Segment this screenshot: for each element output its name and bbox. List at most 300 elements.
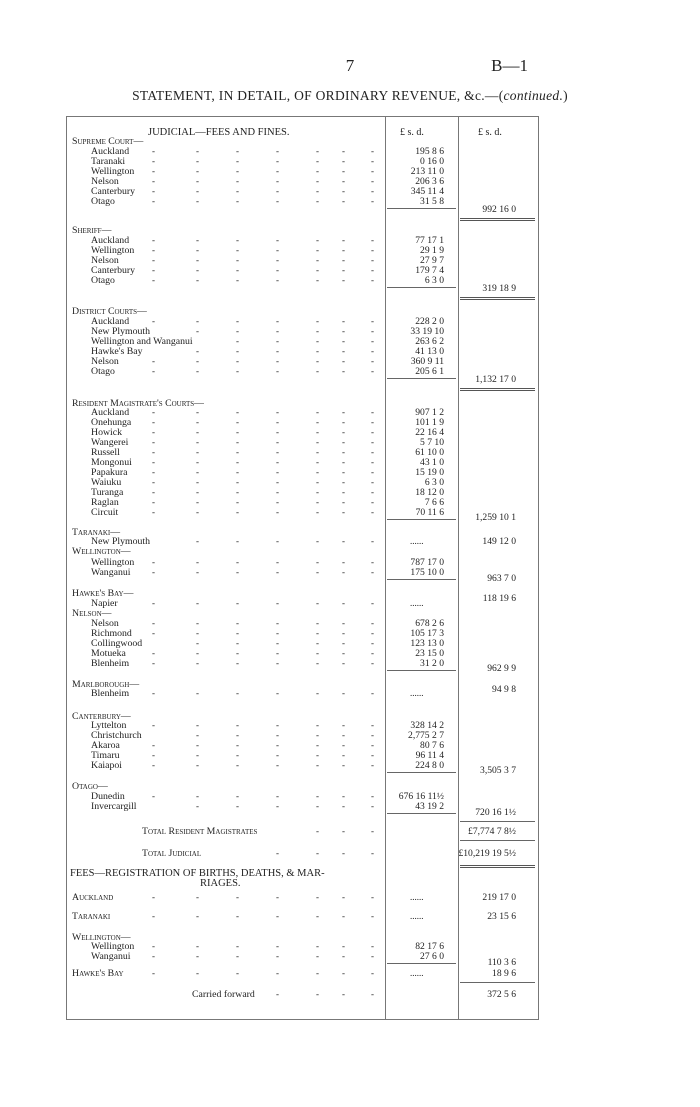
leader-dash: - xyxy=(371,265,374,275)
sub-amount: 61 10 0 xyxy=(415,447,444,458)
sub-amount: 31 2 0 xyxy=(420,658,444,669)
leader-dash: - xyxy=(276,447,279,457)
leader-dash: - xyxy=(276,336,279,346)
leader-dash: - xyxy=(371,658,374,668)
leader-dash: - xyxy=(276,316,279,326)
leader-dash: - xyxy=(316,740,319,750)
leader-dash: - xyxy=(316,730,319,740)
leader-dash: - xyxy=(342,427,345,437)
total-amount: £10,219 19 5½ xyxy=(458,848,516,859)
row-label: Kaiapoi xyxy=(91,760,123,771)
leader-dash: - xyxy=(236,235,239,245)
leader-dash: - xyxy=(236,658,239,668)
leader-dash: - xyxy=(342,750,345,760)
total-double-rule xyxy=(460,865,535,868)
leader-dash: - xyxy=(152,186,155,196)
row-label: Nelson— xyxy=(72,608,112,619)
leader-dash: - xyxy=(236,407,239,417)
sub-amount: 77 17 1 xyxy=(415,235,444,246)
sub-amount: 907 1 2 xyxy=(415,407,444,418)
sub-amount: 43 19 2 xyxy=(415,801,444,812)
leader-dash: - xyxy=(152,176,155,186)
total-amount: 962 9 9 xyxy=(487,663,516,674)
row-label: Canterbury xyxy=(91,265,136,276)
leader-dash: - xyxy=(276,618,279,628)
leader-dash: - xyxy=(342,567,345,577)
row-label: Canterbury— xyxy=(72,711,131,722)
leader-dash: - xyxy=(276,638,279,648)
leader-dash: - xyxy=(152,628,155,638)
leader-dash: - xyxy=(236,336,239,346)
leader-dash: - xyxy=(316,146,319,156)
sub-amount: 345 11 4 xyxy=(410,186,444,197)
leader-dash: - xyxy=(371,951,374,961)
ditto-dots: ...... xyxy=(410,968,424,978)
leader-dash: - xyxy=(152,968,155,978)
row-label: Wellington— xyxy=(72,546,131,557)
leader-dash: - xyxy=(196,791,199,801)
leader-dash: - xyxy=(276,186,279,196)
leader-dash: - xyxy=(371,648,374,658)
row-label: Lyttelton xyxy=(91,720,127,731)
leader-dash: - xyxy=(276,760,279,770)
leader-dash: - xyxy=(196,487,199,497)
row-label: Wellington xyxy=(91,557,135,568)
leader-dash: - xyxy=(276,567,279,577)
leader-dash: - xyxy=(316,427,319,437)
leader-dash: - xyxy=(276,235,279,245)
row-label: Total Judicial xyxy=(142,848,202,859)
row-label: Circuit xyxy=(91,507,119,518)
leader-dash: - xyxy=(236,146,239,156)
leader-dash: - xyxy=(276,941,279,951)
leader-dash: - xyxy=(371,196,374,206)
leader-dash: - xyxy=(371,457,374,467)
leader-dash: - xyxy=(196,265,199,275)
leader-dash: - xyxy=(342,951,345,961)
row-label: Russell xyxy=(91,447,120,458)
leader-dash: - xyxy=(342,730,345,740)
leader-dash: - xyxy=(371,598,374,608)
leader-dash: - xyxy=(276,740,279,750)
row-label: Hawke's Bay xyxy=(91,346,143,357)
leader-dash: - xyxy=(342,176,345,186)
leader-dash: - xyxy=(236,265,239,275)
leader-dash: - xyxy=(276,648,279,658)
sub-amount: 33 19 10 xyxy=(410,326,444,337)
leader-dash: - xyxy=(276,730,279,740)
leader-dash: - xyxy=(196,618,199,628)
leader-dash: - xyxy=(342,146,345,156)
leader-dash: - xyxy=(316,760,319,770)
row-label: Dunedin xyxy=(91,791,125,802)
leader-dash: - xyxy=(342,336,345,346)
leader-dash: - xyxy=(316,156,319,166)
leader-dash: - xyxy=(236,326,239,336)
row-label: Otago xyxy=(91,366,115,377)
judicial-heading: JUDICIAL—FEES AND FINES. xyxy=(148,127,290,138)
leader-dash: - xyxy=(342,989,345,999)
leader-dash: - xyxy=(371,156,374,166)
document-code: B—1 xyxy=(491,56,528,75)
leader-dash: - xyxy=(276,356,279,366)
leader-dash: - xyxy=(196,638,199,648)
row-label: Marlborough— xyxy=(72,679,140,690)
ditto-dots: ...... xyxy=(410,688,424,698)
leader-dash: - xyxy=(236,750,239,760)
subtotal-rule xyxy=(387,963,456,964)
leader-dash: - xyxy=(342,848,345,858)
leader-dash: - xyxy=(276,791,279,801)
leader-dash: - xyxy=(236,316,239,326)
leader-dash: - xyxy=(316,356,319,366)
row-label: Auckland xyxy=(91,407,130,418)
row-label: Hawke's Bay— xyxy=(72,588,134,599)
leader-dash: - xyxy=(196,968,199,978)
leader-dash: - xyxy=(152,447,155,457)
leader-dash: - xyxy=(276,166,279,176)
leader-dash: - xyxy=(196,941,199,951)
row-label: Howick xyxy=(91,427,123,438)
leader-dash: - xyxy=(236,196,239,206)
row-label: Blenheim xyxy=(91,688,130,699)
leader-dash: - xyxy=(196,720,199,730)
total-amount: 3,505 3 7 xyxy=(480,765,516,776)
leader-dash: - xyxy=(236,427,239,437)
total-amount: 963 7 0 xyxy=(487,573,516,584)
leader-dash: - xyxy=(236,801,239,811)
ditto-dots: ...... xyxy=(410,892,424,902)
ditto-dots: ...... xyxy=(410,598,424,608)
leader-dash: - xyxy=(196,892,199,902)
total-amount: 1,132 17 0 xyxy=(475,374,516,385)
leader-dash: - xyxy=(342,648,345,658)
leader-dash: - xyxy=(276,688,279,698)
leader-dash: - xyxy=(316,316,319,326)
leader-dash: - xyxy=(152,427,155,437)
leader-dash: - xyxy=(371,968,374,978)
total-amount: 18 9 6 xyxy=(492,968,516,979)
leader-dash: - xyxy=(152,437,155,447)
leader-dash: - xyxy=(371,467,374,477)
sub-amount: 96 11 4 xyxy=(415,750,444,761)
leader-dash: - xyxy=(236,791,239,801)
leader-dash: - xyxy=(236,628,239,638)
leader-dash: - xyxy=(196,497,199,507)
leader-dash: - xyxy=(196,427,199,437)
leader-dash: - xyxy=(276,536,279,546)
row-label: Hawke's Bay xyxy=(72,968,124,979)
leader-dash: - xyxy=(276,989,279,999)
leader-dash: - xyxy=(276,750,279,760)
sub-amount: 70 11 6 xyxy=(415,507,444,518)
leader-dash: - xyxy=(371,791,374,801)
leader-dash: - xyxy=(342,196,345,206)
leader-dash: - xyxy=(236,968,239,978)
leader-dash: - xyxy=(316,366,319,376)
leader-dash: - xyxy=(276,911,279,921)
leader-dash: - xyxy=(316,265,319,275)
leader-dash: - xyxy=(316,437,319,447)
sub-amount: 195 8 6 xyxy=(415,146,444,157)
leader-dash: - xyxy=(342,275,345,285)
leader-dash: - xyxy=(276,407,279,417)
leader-dash: - xyxy=(276,951,279,961)
leader-dash: - xyxy=(371,316,374,326)
leader-dash: - xyxy=(196,437,199,447)
row-label: District Courts— xyxy=(72,306,147,317)
leader-dash: - xyxy=(152,567,155,577)
leader-dash: - xyxy=(152,951,155,961)
sub-amount: 2,775 2 7 xyxy=(408,730,444,741)
leader-dash: - xyxy=(371,336,374,346)
leader-dash: - xyxy=(236,618,239,628)
leader-dash: - xyxy=(316,186,319,196)
row-label: Waiuku xyxy=(91,477,122,488)
leader-dash: - xyxy=(316,346,319,356)
row-label: Wangerei xyxy=(91,437,129,448)
sub-amount: 41 13 0 xyxy=(415,346,444,357)
leader-dash: - xyxy=(196,598,199,608)
leader-dash: - xyxy=(196,467,199,477)
leader-dash: - xyxy=(342,497,345,507)
row-label: Blenheim xyxy=(91,658,130,669)
leader-dash: - xyxy=(316,326,319,336)
row-label: Wellington xyxy=(91,245,135,256)
leader-dash: - xyxy=(316,648,319,658)
leader-dash: - xyxy=(196,245,199,255)
leader-dash: - xyxy=(196,275,199,285)
row-label: Taranaki— xyxy=(72,527,121,538)
subtotal-rule xyxy=(387,378,456,379)
leader-dash: - xyxy=(371,567,374,577)
leader-dash: - xyxy=(276,467,279,477)
total-amount: 118 19 6 xyxy=(482,593,516,604)
leader-dash: - xyxy=(316,750,319,760)
row-label: Napier xyxy=(91,598,118,609)
row-label: Auckland xyxy=(72,892,114,903)
leader-dash: - xyxy=(371,638,374,648)
leader-dash: - xyxy=(342,941,345,951)
leader-dash: - xyxy=(152,720,155,730)
sub-amount: 23 15 0 xyxy=(415,648,444,659)
leader-dash: - xyxy=(236,417,239,427)
leader-dash: - xyxy=(342,255,345,265)
row-label: Turanga xyxy=(91,487,124,498)
leader-dash: - xyxy=(236,648,239,658)
total-double-rule xyxy=(460,218,535,221)
leader-dash: - xyxy=(152,598,155,608)
leader-dash: - xyxy=(316,951,319,961)
leader-dash: - xyxy=(371,740,374,750)
leader-dash: - xyxy=(342,892,345,902)
leader-dash: - xyxy=(236,457,239,467)
page-title xyxy=(0,88,700,104)
sub-amount: 101 1 9 xyxy=(415,417,444,428)
leader-dash: - xyxy=(342,366,345,376)
leader-dash: - xyxy=(152,618,155,628)
leader-dash: - xyxy=(342,417,345,427)
sub-amount: 7 6 6 xyxy=(424,497,444,508)
leader-dash: - xyxy=(276,427,279,437)
row-label: Nelson xyxy=(91,618,119,629)
leader-dash: - xyxy=(342,720,345,730)
row-label: Wellington xyxy=(91,941,135,952)
leader-dash: - xyxy=(196,146,199,156)
leader-dash: - xyxy=(276,245,279,255)
leader-dash: - xyxy=(371,235,374,245)
sub-amount: 228 2 0 xyxy=(415,316,444,327)
sub-amount: 27 9 7 xyxy=(420,255,444,266)
leader-dash: - xyxy=(196,156,199,166)
leader-dash: - xyxy=(196,316,199,326)
leader-dash: - xyxy=(152,166,155,176)
total-rule xyxy=(460,821,535,822)
leader-dash: - xyxy=(196,447,199,457)
sub-amount: 206 3 6 xyxy=(415,176,444,187)
row-label: FEES—REGISTRATION OF BIRTHS, DEATHS, & MAR- xyxy=(70,868,325,879)
row-label: Auckland xyxy=(91,235,130,246)
leader-dash: - xyxy=(342,407,345,417)
leader-dash: - xyxy=(316,968,319,978)
sub-amount: 787 17 0 xyxy=(410,557,444,568)
leader-dash: - xyxy=(342,557,345,567)
title-main: STATEMENT, IN DETAIL, OF ORDINARY REVENUE, &c.—( xyxy=(132,88,504,103)
leader-dash: - xyxy=(196,235,199,245)
leader-dash: - xyxy=(371,356,374,366)
leader-dash: - xyxy=(316,235,319,245)
leader-dash: - xyxy=(371,487,374,497)
leader-dash: - xyxy=(342,487,345,497)
leader-dash: - xyxy=(196,417,199,427)
leader-dash: - xyxy=(152,275,155,285)
leader-dash: - xyxy=(316,688,319,698)
leader-dash: - xyxy=(196,658,199,668)
total-double-rule xyxy=(460,297,535,300)
leader-dash: - xyxy=(196,688,199,698)
subtotal-rule xyxy=(387,772,456,773)
sub-amount: 678 2 6 xyxy=(415,618,444,629)
leader-dash: - xyxy=(276,598,279,608)
leader-dash: - xyxy=(316,457,319,467)
leader-dash: - xyxy=(316,598,319,608)
row-label: Sheriff— xyxy=(72,225,112,236)
leader-dash: - xyxy=(316,196,319,206)
leader-dash: - xyxy=(196,750,199,760)
leader-dash: - xyxy=(371,186,374,196)
leader-dash: - xyxy=(196,740,199,750)
sub-amount: 179 7 4 xyxy=(415,265,444,276)
leader-dash: - xyxy=(316,166,319,176)
sub-amount: 263 6 2 xyxy=(415,336,444,347)
leader-dash: - xyxy=(276,487,279,497)
sub-amount: 0 16 0 xyxy=(420,156,444,167)
sub-amount: 224 8 0 xyxy=(415,760,444,771)
leader-dash: - xyxy=(316,417,319,427)
leader-dash: - xyxy=(342,826,345,836)
leader-dash: - xyxy=(196,507,199,517)
leader-dash: - xyxy=(152,356,155,366)
row-label: Mongonui xyxy=(91,457,132,468)
leader-dash: - xyxy=(316,477,319,487)
leader-dash: - xyxy=(196,760,199,770)
leader-dash: - xyxy=(236,941,239,951)
leader-dash: - xyxy=(316,628,319,638)
leader-dash: - xyxy=(276,326,279,336)
leader-dash: - xyxy=(371,146,374,156)
leader-dash: - xyxy=(316,892,319,902)
leader-dash: - xyxy=(342,760,345,770)
leader-dash: - xyxy=(196,536,199,546)
leader-dash: - xyxy=(236,598,239,608)
subtotal-rule xyxy=(387,670,456,671)
leader-dash: - xyxy=(371,275,374,285)
leader-dash: - xyxy=(371,346,374,356)
row-label: Auckland xyxy=(91,316,130,327)
sub-amount: 105 17 3 xyxy=(410,628,444,639)
leader-dash: - xyxy=(236,245,239,255)
row-label: Wanganui xyxy=(91,951,131,962)
leader-dash: - xyxy=(316,826,319,836)
leader-dash: - xyxy=(152,265,155,275)
leader-dash: - xyxy=(196,911,199,921)
row-label: Taranaki xyxy=(91,156,126,167)
row-label: Taranaki xyxy=(72,911,111,922)
leader-dash: - xyxy=(342,245,345,255)
leader-dash: - xyxy=(236,467,239,477)
leader-dash: - xyxy=(196,801,199,811)
subtotal-rule xyxy=(387,579,456,580)
leader-dash: - xyxy=(276,658,279,668)
leader-dash: - xyxy=(152,941,155,951)
leader-dash: - xyxy=(276,255,279,265)
leader-dash: - xyxy=(196,176,199,186)
leader-dash: - xyxy=(342,326,345,336)
sub-amount: 18 12 0 xyxy=(415,487,444,498)
leader-dash: - xyxy=(342,740,345,750)
leader-dash: - xyxy=(196,186,199,196)
leader-dash: - xyxy=(152,146,155,156)
leader-dash: - xyxy=(196,166,199,176)
row-label: Timaru xyxy=(91,750,120,761)
leader-dash: - xyxy=(152,497,155,507)
leader-dash: - xyxy=(371,826,374,836)
leader-dash: - xyxy=(342,968,345,978)
row-label: Akaroa xyxy=(91,740,120,751)
row-label: Nelson xyxy=(91,176,119,187)
leader-dash: - xyxy=(196,255,199,265)
row-label: Supreme Court— xyxy=(72,136,144,147)
leader-dash: - xyxy=(342,156,345,166)
total-amount: 219 17 0 xyxy=(482,892,516,903)
row-label: New Plymouth xyxy=(91,536,151,547)
leader-dash: - xyxy=(371,417,374,427)
leader-dash: - xyxy=(236,346,239,356)
total-double-rule xyxy=(460,388,535,391)
leader-dash: - xyxy=(371,326,374,336)
leader-dash: - xyxy=(236,366,239,376)
sub-amount: 5 7 10 xyxy=(420,437,444,448)
title-italic: continued. xyxy=(503,88,564,103)
leader-dash: - xyxy=(342,356,345,366)
leader-dash: - xyxy=(316,176,319,186)
leader-dash: - xyxy=(342,265,345,275)
sub-amount: 676 16 11½ xyxy=(398,791,444,802)
statement-table xyxy=(66,116,539,1020)
leader-dash: - xyxy=(371,245,374,255)
leader-dash: - xyxy=(342,536,345,546)
total-amount: 110 3 6 xyxy=(487,957,516,968)
